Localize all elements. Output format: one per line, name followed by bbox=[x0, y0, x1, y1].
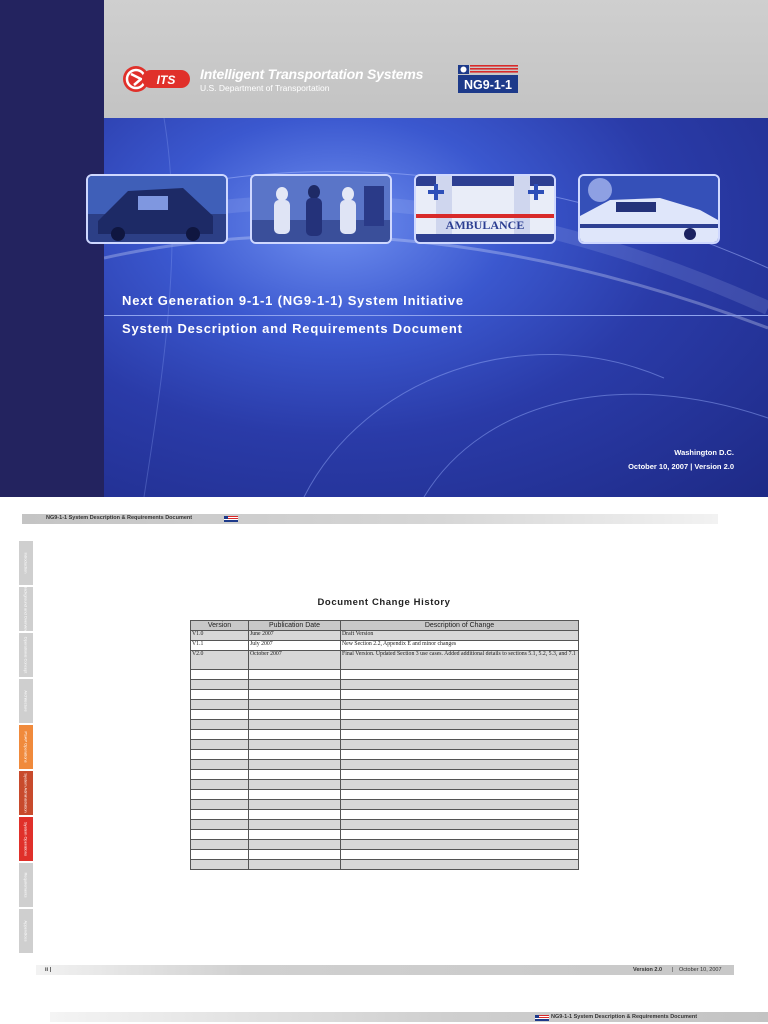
side-tab bbox=[19, 771, 33, 815]
side-tab bbox=[19, 817, 33, 861]
title-divider bbox=[104, 315, 768, 316]
table-row bbox=[191, 750, 579, 760]
side-tab-label: Requirements bbox=[23, 872, 29, 898]
change-history-table bbox=[190, 620, 579, 870]
table-cell bbox=[249, 800, 341, 810]
table-row bbox=[191, 631, 579, 641]
table-row bbox=[191, 810, 579, 820]
table-row bbox=[191, 860, 579, 870]
table-row bbox=[191, 850, 579, 860]
ambulance-label: AMBULANCE bbox=[445, 218, 525, 232]
side-tab-label: PSAP Operations bbox=[23, 731, 29, 763]
column-header-version: Version bbox=[191, 621, 249, 631]
table-cell bbox=[341, 810, 579, 820]
table-row bbox=[191, 840, 579, 850]
its-subtitle: U.S. Department of Transportation bbox=[200, 83, 330, 93]
cover-date-version: October 10, 2007 | Version 2.0 bbox=[628, 462, 734, 471]
initiative-title: Next Generation 9-1-1 (NG9-1-1) System Initiative bbox=[122, 293, 464, 308]
table-header-row bbox=[191, 621, 579, 631]
table-cell bbox=[341, 740, 579, 750]
table-cell bbox=[249, 850, 341, 860]
table-row bbox=[191, 641, 579, 651]
table-row bbox=[191, 800, 579, 810]
table-cell bbox=[191, 770, 249, 780]
document-title: System Description and Requirements Document bbox=[122, 321, 463, 336]
table-cell bbox=[249, 700, 341, 710]
footer-version: Version 2.0 bbox=[633, 967, 663, 973]
side-tab bbox=[19, 587, 33, 631]
cover-header bbox=[104, 0, 768, 118]
table-cell bbox=[249, 720, 341, 730]
flag-icon bbox=[224, 516, 238, 522]
table-row bbox=[191, 830, 579, 840]
table-cell: June 2007 bbox=[249, 631, 341, 641]
table-cell bbox=[249, 780, 341, 790]
side-tab-label: Architecture bbox=[23, 690, 29, 712]
table-cell bbox=[249, 840, 341, 850]
table-row bbox=[191, 680, 579, 690]
table-cell bbox=[341, 790, 579, 800]
ambulance-photo bbox=[414, 174, 556, 244]
table-cell bbox=[249, 770, 341, 780]
table-row bbox=[191, 740, 579, 750]
table-cell bbox=[249, 750, 341, 760]
footer-separator: | bbox=[672, 967, 674, 973]
table-cell bbox=[191, 800, 249, 810]
table-cell: July 2007 bbox=[249, 641, 341, 651]
table-cell bbox=[341, 800, 579, 810]
table-cell bbox=[341, 820, 579, 830]
side-tab-label: System Operations bbox=[23, 821, 29, 857]
table-cell: Draft Version bbox=[341, 631, 579, 641]
table-cell bbox=[341, 710, 579, 720]
table-cell: V1.1 bbox=[191, 641, 249, 651]
table-row bbox=[191, 670, 579, 680]
side-tab-label: System Administration bbox=[23, 773, 29, 813]
its-title: Intelligent Transportation Systems bbox=[200, 66, 424, 82]
side-tab bbox=[19, 541, 33, 585]
table-cell bbox=[249, 740, 341, 750]
table-cell bbox=[191, 720, 249, 730]
table-cell bbox=[191, 690, 249, 700]
table-cell bbox=[249, 670, 341, 680]
table-row bbox=[191, 780, 579, 790]
table-row bbox=[191, 790, 579, 800]
table-cell bbox=[341, 730, 579, 740]
table-cell bbox=[341, 720, 579, 730]
table-row bbox=[191, 700, 579, 710]
table-row bbox=[191, 720, 579, 730]
rescue-vehicle-photo bbox=[86, 174, 228, 244]
table-cell bbox=[191, 700, 249, 710]
table-cell bbox=[249, 820, 341, 830]
table-cell bbox=[249, 830, 341, 840]
table-cell bbox=[341, 860, 579, 870]
table-cell bbox=[341, 750, 579, 760]
table-row bbox=[191, 730, 579, 740]
side-tab bbox=[19, 863, 33, 907]
side-tab bbox=[19, 633, 33, 677]
table-cell bbox=[341, 760, 579, 770]
table-cell bbox=[191, 810, 249, 820]
cover-location: Washington D.C. bbox=[674, 448, 734, 457]
footer-date: October 10, 2007 bbox=[679, 967, 722, 973]
its-logo-text: ITS bbox=[156, 73, 176, 87]
table-cell: V1.0 bbox=[191, 631, 249, 641]
table-cell bbox=[191, 760, 249, 770]
table-cell bbox=[249, 690, 341, 700]
table-row bbox=[191, 820, 579, 830]
table-cell bbox=[341, 830, 579, 840]
table-cell bbox=[249, 730, 341, 740]
table-cell bbox=[249, 680, 341, 690]
table-cell bbox=[191, 850, 249, 860]
table-cell bbox=[191, 820, 249, 830]
cover-side-strip bbox=[0, 0, 104, 497]
table-cell bbox=[249, 760, 341, 770]
page2-footer-bar bbox=[36, 965, 734, 975]
table-cell: V2.0 bbox=[191, 651, 249, 670]
table-cell bbox=[191, 790, 249, 800]
table-cell bbox=[191, 710, 249, 720]
column-header-publication-date: Publication Date bbox=[249, 621, 341, 631]
table-cell: Final Version. Updated Section 3 use cases. Added additional details to sections 5.1, 5.2, 5.3, and 7.1 bbox=[341, 651, 579, 670]
change-history-title: Document Change History bbox=[317, 597, 451, 608]
table-cell bbox=[341, 770, 579, 780]
side-tab-label: Operational Concept bbox=[23, 636, 29, 674]
table-cell bbox=[191, 840, 249, 850]
side-tab bbox=[19, 725, 33, 769]
cover-page bbox=[0, 0, 768, 497]
column-header-description: Description of Change bbox=[341, 621, 579, 631]
side-tab-label: Background and Overview bbox=[23, 585, 29, 633]
table-row bbox=[191, 651, 579, 670]
table-cell bbox=[191, 670, 249, 680]
table-cell bbox=[191, 830, 249, 840]
table-row bbox=[191, 760, 579, 770]
police-car-photo bbox=[578, 174, 720, 244]
table-cell bbox=[341, 690, 579, 700]
hazmat-team-photo bbox=[250, 174, 392, 244]
flag-icon bbox=[535, 1015, 549, 1021]
table-cell bbox=[249, 860, 341, 870]
table-cell bbox=[341, 780, 579, 790]
table-cell bbox=[191, 680, 249, 690]
table-cell bbox=[191, 730, 249, 740]
table-cell bbox=[341, 700, 579, 710]
table-cell bbox=[341, 680, 579, 690]
table-row bbox=[191, 710, 579, 720]
table-cell bbox=[249, 810, 341, 820]
table-row bbox=[191, 770, 579, 780]
table-cell: October 2007 bbox=[249, 651, 341, 670]
side-tab bbox=[19, 679, 33, 723]
page2-header-text: NG9-1-1 System Description & Requirements Document bbox=[46, 515, 193, 521]
table-cell bbox=[249, 710, 341, 720]
side-tab-label: Appendices bbox=[23, 920, 29, 942]
page-number: ii | bbox=[45, 967, 52, 973]
side-tab-label: Introduction bbox=[23, 552, 29, 574]
ng911-logo-text: NG9-1-1 bbox=[464, 78, 512, 92]
table-cell bbox=[191, 740, 249, 750]
table-cell: New Section 2.2, Appendix E and minor changes bbox=[341, 641, 579, 651]
table-cell bbox=[341, 850, 579, 860]
table-row bbox=[191, 690, 579, 700]
table-cell bbox=[191, 750, 249, 760]
page3-header-text: NG9-1-1 System Description & Requirements Document bbox=[551, 1014, 698, 1020]
its-logo bbox=[122, 64, 192, 94]
table-cell bbox=[341, 840, 579, 850]
table-cell bbox=[191, 860, 249, 870]
table-cell bbox=[341, 670, 579, 680]
table-cell bbox=[249, 790, 341, 800]
table-cell bbox=[191, 780, 249, 790]
side-tab bbox=[19, 909, 33, 953]
ng911-logo bbox=[456, 63, 520, 95]
